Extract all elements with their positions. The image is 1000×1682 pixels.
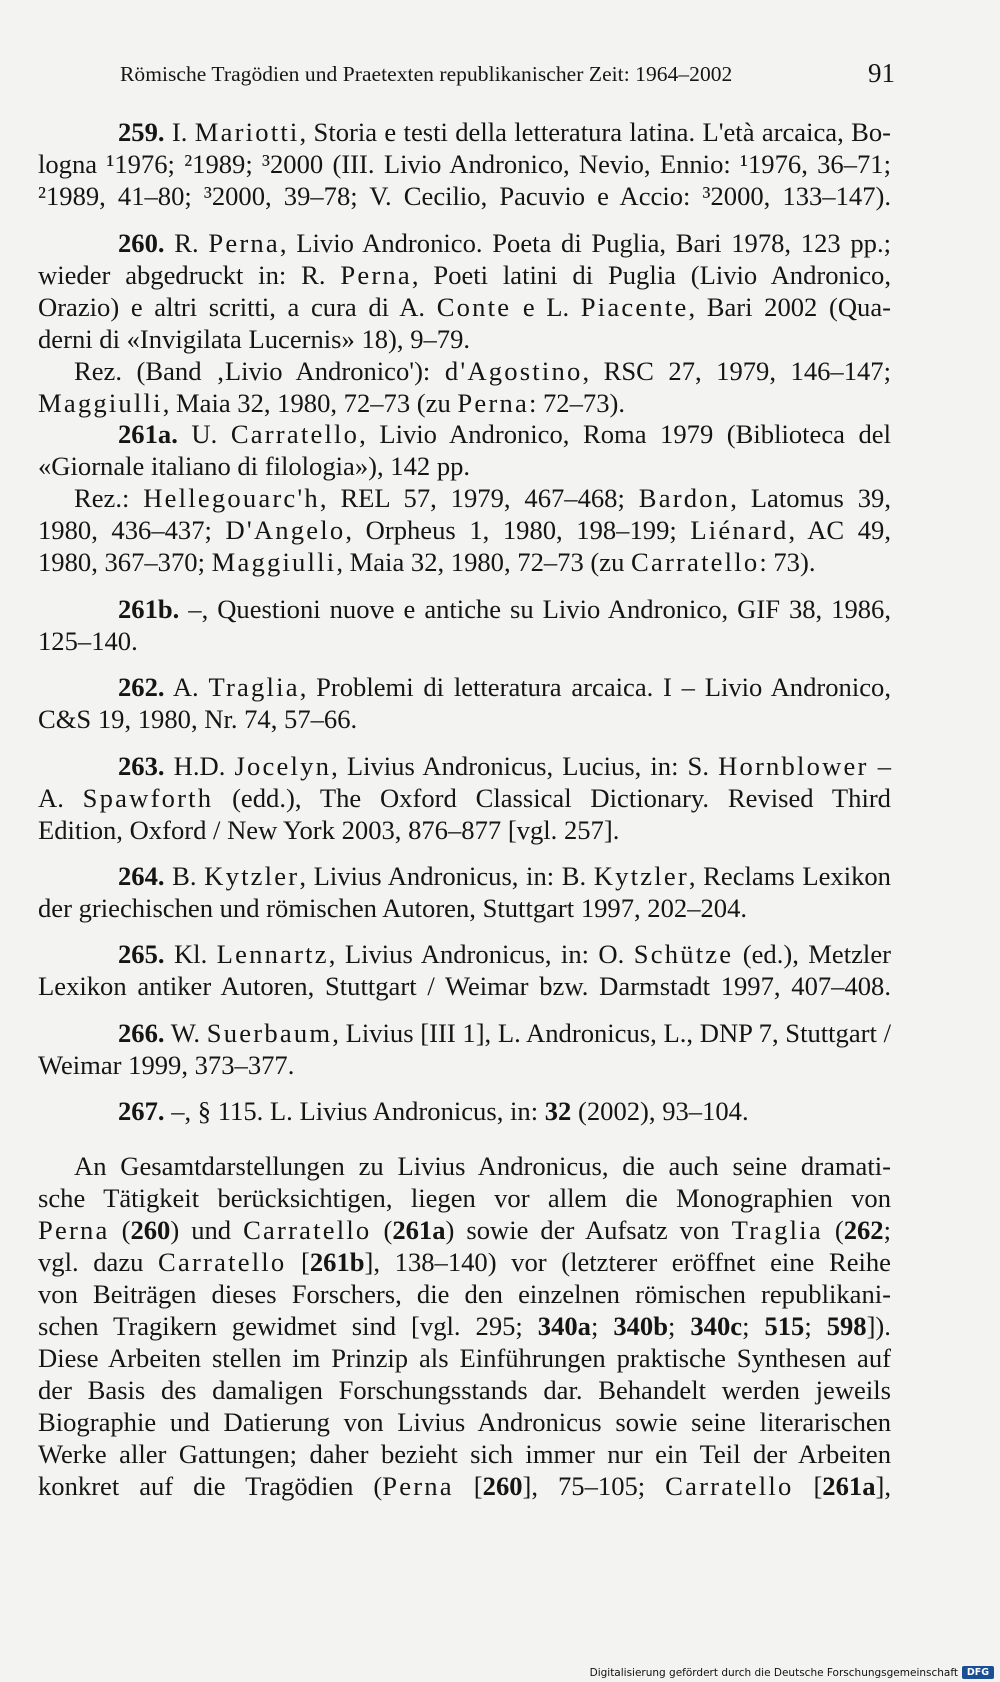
running-head: Römische Tragödien und Praetexten republikanischer Zeit: 1964–2002 (120, 62, 733, 86)
page-number: 91 (868, 58, 895, 88)
author-name: Carratello (230, 419, 360, 449)
entry-number: 266. (118, 1018, 165, 1048)
text-line: «Giornale italiano di filologia»), 142 pp. (38, 451, 471, 481)
author-name: Liénard (690, 515, 789, 545)
cross-reference: 340a (537, 1311, 591, 1341)
author-name: Perna (38, 1215, 110, 1245)
entry-first-line: 266. W. Suerbaum, Livius [III 1], L. Andronicus, L., DNP 7, Stuttgart / (118, 1018, 892, 1048)
entry-first-line: 259. I. Mariotti, Storia e testi della letteratura latina. L'età arcaica, Bo- (118, 117, 891, 147)
author-name: Traglia (731, 1215, 823, 1245)
text-line: der griechischen und römischen Autoren, Stuttgart 1997, 202–204. (38, 893, 748, 923)
text-line: vgl. dazu Carratello [261b], 138–140) vor (letzterer eröffnet eine Reihe (38, 1247, 891, 1277)
cross-reference: 261a (822, 1471, 876, 1501)
footer-credit: Digitalisierung gefördert durch die Deutsche Forschungsgemeinschaft (589, 1667, 958, 1679)
author-name: Carratello (158, 1247, 287, 1277)
author-name: Jocelyn (234, 751, 332, 781)
text-line: Biographie und Datierung von Livius Andronicus sowie seine literarischen (38, 1407, 891, 1437)
cross-reference: 515 (764, 1311, 805, 1341)
author-name: Carratello (665, 1471, 794, 1501)
cross-reference: 260 (130, 1215, 171, 1245)
entry-first-line: 261b. –, Questioni nuove e antiche su Livio Andronico, GIF 38, 1986, (118, 594, 891, 624)
text-line: Werke aller Gattungen; daher bezieht sich immer nur ein Teil der Arbeiten (38, 1439, 891, 1469)
author-name: d'Agostino (444, 356, 583, 386)
entry-number: 261b. (118, 594, 180, 624)
text-line: 125–140. (38, 626, 138, 656)
author-name: Carratello (631, 547, 760, 577)
text-line: An Gesamtdarstellungen zu Livius Andronicus, die auch seine dramati- (74, 1151, 891, 1181)
entry-number: 263. (118, 751, 165, 781)
cross-reference: 260 (482, 1471, 523, 1501)
cross-reference: 598 (826, 1311, 867, 1341)
author-name: Schütze (633, 939, 734, 969)
author-name: Kytzler (593, 861, 689, 891)
cross-reference: 262 (843, 1215, 884, 1245)
entry-first-line: 265. Kl. Lennartz, Livius Andronicus, in: O. Schütze (ed.), Metzler (118, 939, 891, 969)
text-line: A. Spawforth (edd.), The Oxford Classical Dictionary. Revised Third (38, 783, 891, 813)
entry-number: 267. (118, 1096, 165, 1126)
author-name: Kytzler (204, 861, 300, 891)
entry-number: 262. (118, 672, 165, 702)
entry-first-line: 262. A. Traglia, Problemi di letteratura arcaica. I – Livio Andronico, (118, 672, 891, 702)
digitization-footer (0, 1664, 1000, 1682)
entry-number: 264. (118, 861, 165, 891)
text-line: Weimar 1999, 373–377. (38, 1050, 295, 1080)
entry-number: 259. (118, 117, 165, 147)
text-line: Rez. (Band ‚Livio Andronico'): d'Agostino, RSC 27, 1979, 146–147; (74, 356, 891, 386)
text-line: Diese Arbeiten stellen im Prinzip als Einführungen praktische Synthesen auf (38, 1343, 891, 1373)
text-line: Perna (260) und Carratello (261a) sowie der Aufsatz von Traglia (262; (38, 1215, 891, 1245)
cross-reference: 340c (690, 1311, 743, 1341)
cross-reference: 261b (309, 1247, 365, 1277)
author-name: Perna (340, 260, 412, 290)
entry-number: 265. (118, 939, 165, 969)
author-name: Perna (208, 228, 280, 258)
cross-reference: 340b (613, 1311, 669, 1341)
text-line: Rez.: Hellegouarc'h, REL 57, 1979, 467–468; Bardon, Latomus 39, (74, 483, 891, 513)
text-line: Edition, Oxford / New York 2003, 876–877 [vgl. 257]. (38, 815, 620, 845)
text-line: logna ¹1976; ²1989; ³2000 (III. Livio Andronico, Nevio, Ennio: ¹1976, 36–71; (38, 149, 891, 179)
entry-number: 261a. (118, 419, 178, 449)
text-line: 1980, 367–370; Maggiulli, Maia 32, 1980, 72–73 (zu Carratello: 73). (38, 547, 816, 577)
entry-first-line: 264. B. Kytzler, Livius Andronicus, in: B. Kytzler, Reclams Lexikon (118, 861, 891, 891)
author-name: Suerbaum (206, 1018, 333, 1048)
text-line: sche Tätigkeit berücksichtigen, liegen vor allem die Monographien von (38, 1183, 891, 1213)
author-name: D'Angelo (225, 515, 346, 545)
author-name: Mariotti (194, 117, 300, 147)
entry-first-line: 267. –, § 115. L. Livius Andronicus, in: 32 (2002), 93–104. (118, 1096, 749, 1126)
author-name: Lennartz (216, 939, 329, 969)
text-line: Maggiulli, Maia 32, 1980, 72–73 (zu Perna: 72–73). (38, 388, 625, 418)
author-name: Piacente (580, 292, 689, 322)
author-name: Spawforth (82, 783, 214, 813)
text-line: wieder abgedruckt in: R. Perna, Poeti latini di Puglia (Livio Andronico, (38, 260, 891, 290)
author-name: Maggiulli (38, 388, 163, 418)
dfg-logo: DFG (962, 1666, 994, 1679)
text-line: ²1989, 41–80; ³2000, 39–78; V. Cecilio, Pacuvio e Accio: ³2000, 133–147). (38, 181, 891, 211)
text-line: Orazio) e altri scritti, a cura di A. Conte e L. Piacente, Bari 2002 (Qua- (38, 292, 891, 322)
text-line: der Basis des damaligen Forschungsstands dar. Behandelt werden jeweils (38, 1375, 891, 1405)
author-name: Perna (457, 388, 529, 418)
author-name: Perna (382, 1471, 454, 1501)
text-line: C&S 19, 1980, Nr. 74, 57–66. (38, 704, 358, 734)
entry-first-line: 261a. U. Carratello, Livio Andronico, Roma 1979 (Biblioteca del (118, 419, 891, 449)
author-name: Bardon (638, 483, 731, 513)
author-name: Traglia (208, 672, 300, 702)
entry-first-line: 263. H.D. Jocelyn, Livius Andronicus, Lucius, in: S. Hornblower – (118, 751, 892, 781)
text-line: von Beiträgen dieses Forschers, die den einzelnen römischen republikani- (38, 1279, 891, 1309)
author-name: Carratello (243, 1215, 372, 1245)
entry-number: 260. (118, 228, 165, 258)
text-line: derni di «Invigilata Lucernis» 18), 9–79. (38, 324, 471, 354)
author-name: Conte (436, 292, 512, 322)
cross-reference: 261a (392, 1215, 446, 1245)
cross-reference: 32 (544, 1096, 572, 1126)
entry-first-line: 260. R. Perna, Livio Andronico. Poeta di Puglia, Bari 1978, 123 pp.; (118, 228, 892, 258)
author-name: Hellegouarc'h (143, 483, 320, 513)
author-name: Hornblower (718, 751, 869, 781)
text-line: schen Tragikern gewidmet sind [vgl. 295; 340a; 340b; 340c; 515; 598]). (38, 1311, 891, 1341)
text-line: 1980, 436–437; D'Angelo, Orpheus 1, 1980, 198–199; Liénard, AC 49, (38, 515, 892, 545)
text-line: konkret auf die Tragödien (Perna [260], 75–105; Carratello [261a], (38, 1471, 891, 1501)
text-line: Lexikon antiker Autoren, Stuttgart / Weimar bzw. Darmstadt 1997, 407–408. (38, 971, 891, 1001)
author-name: Maggiulli (211, 547, 337, 577)
